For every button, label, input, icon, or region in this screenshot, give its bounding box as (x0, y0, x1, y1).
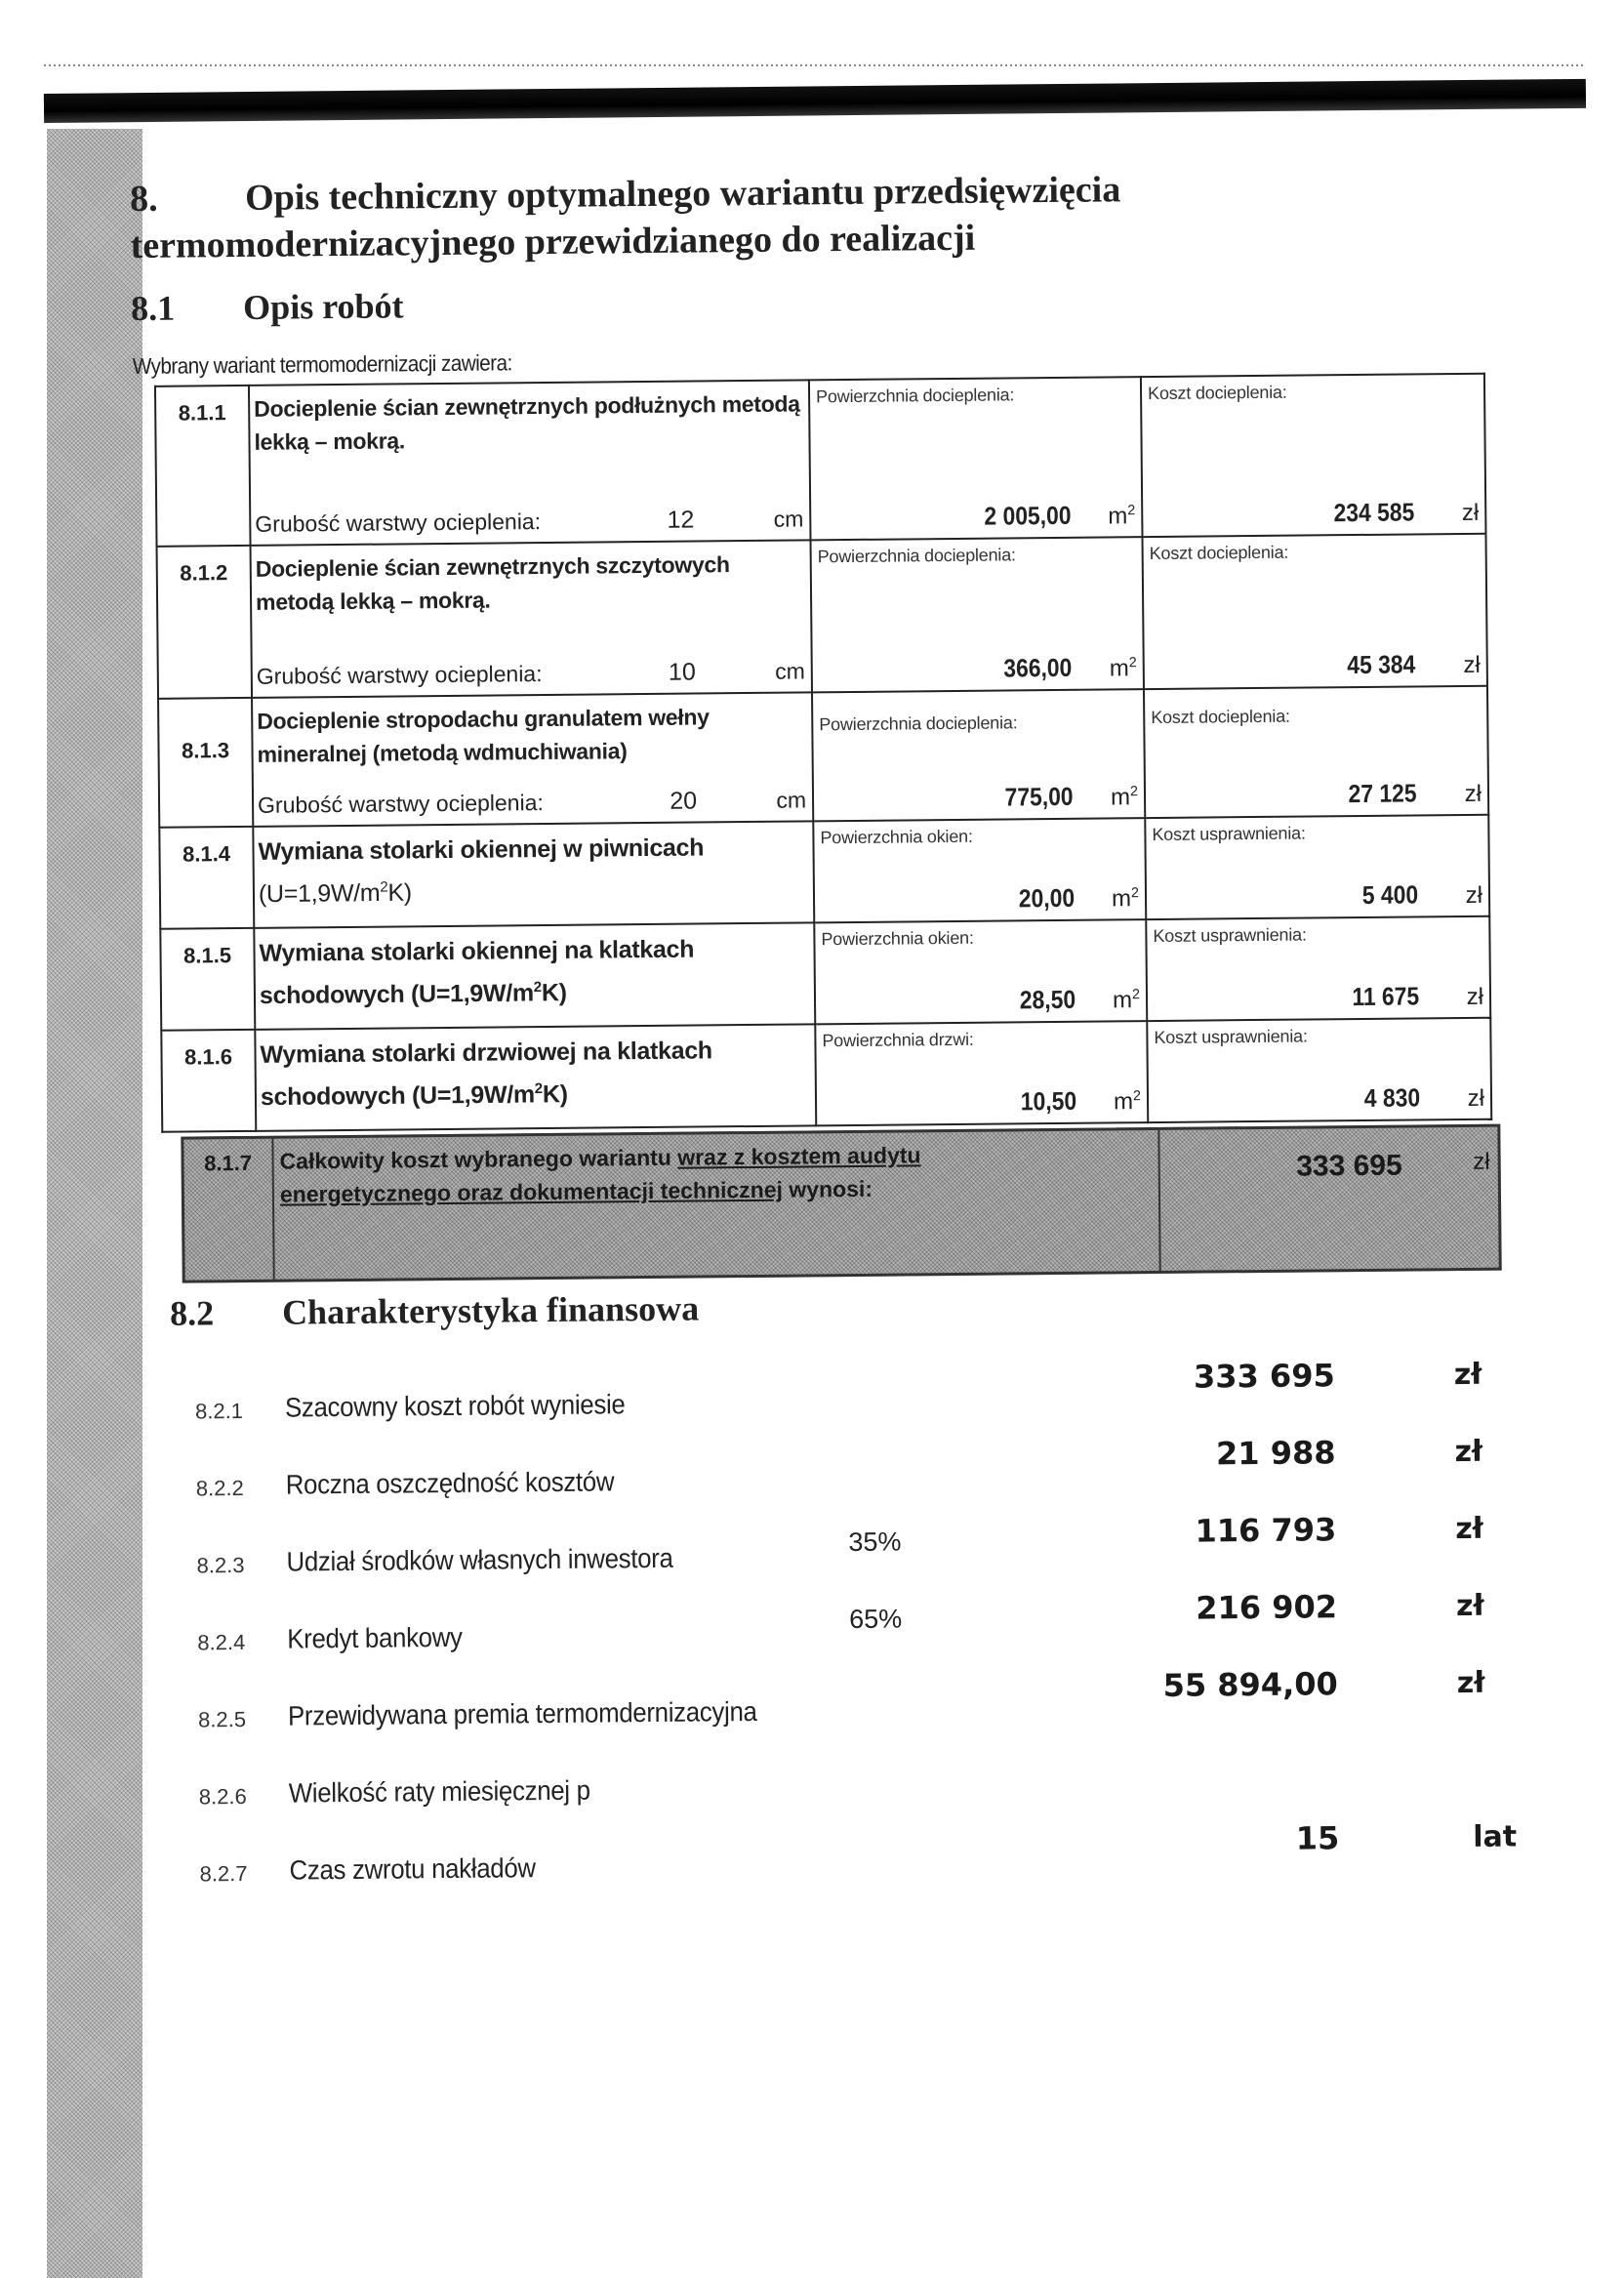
thickness-label: Grubość warstwy ocieplenia: (257, 790, 544, 818)
cost-cell (1145, 815, 1489, 919)
thickness-unit: cm (773, 506, 804, 532)
cost-label: Koszt usprawnienia: (1154, 1026, 1308, 1048)
thickness-value: 12 (667, 506, 695, 534)
item-value: 15 (1295, 1819, 1340, 1857)
thickness-value: 20 (670, 787, 698, 815)
section-intro: Wybrany wariant termomodernizacji zawiera: (132, 349, 512, 380)
section-heading-8-1 (131, 285, 404, 329)
row-description-cell (252, 692, 813, 827)
row-description: Docieplenie ścian zewnętrznych podłużnych metodą lekką – mokrą. (254, 390, 800, 455)
item-label: Udział środków własnych inwestora (286, 1542, 673, 1577)
item-code: 8.2.7 (199, 1860, 248, 1887)
area-unit: $m^2$ (1112, 987, 1141, 1014)
chapter-heading (130, 164, 1351, 269)
item-value: 116 793 (1195, 1511, 1337, 1550)
row-code: 8.1.3 (158, 698, 253, 828)
item-label: Roczna oszczędność kosztów (285, 1466, 615, 1500)
item-value: 333 695 (1193, 1357, 1335, 1396)
cost-unit: zł (1465, 881, 1483, 909)
row-description: Wymiana stolarki okiennej w piwnicach (258, 834, 705, 866)
works-table (154, 373, 1492, 1133)
item-value: 55 894,00 (1162, 1665, 1338, 1704)
thickness-label: Grubość warstwy ocieplenia: (256, 661, 543, 689)
item-unit: lat (1473, 1819, 1518, 1854)
total-cost-row (181, 1124, 1501, 1283)
cost-label: Koszt docieplenia: (1151, 706, 1290, 728)
cost-unit: zł (1463, 651, 1481, 678)
item-label: Wielkość raty miesięcznej p (288, 1774, 590, 1809)
item-unit: zł (1455, 1511, 1484, 1547)
cost-label: Koszt usprawnienia: (1153, 924, 1307, 947)
total-unit: zł (1473, 1148, 1490, 1175)
area-label: Powierzchnia okien: (820, 826, 973, 848)
item-label: Kredyt bankowy (287, 1621, 463, 1654)
row-description-cell (254, 922, 815, 1030)
list-item (194, 1357, 1543, 1452)
total-value: 333 695 (1296, 1149, 1402, 1183)
row-code: 8.1.4 (159, 827, 254, 929)
item-unit: zł (1453, 1357, 1482, 1393)
area-cell (809, 377, 1143, 540)
cost-unit: zł (1466, 983, 1484, 1010)
cost-value: 4 830 (1363, 1082, 1421, 1113)
table-row (158, 686, 1488, 828)
cost-unit: zł (1467, 1084, 1485, 1112)
cost-value: 234 585 (1333, 497, 1415, 528)
area-cell (813, 818, 1146, 922)
section-heading-8-2 (170, 1288, 699, 1334)
area-value: 28,50 (1019, 984, 1076, 1015)
cost-cell (1141, 374, 1486, 537)
financial-list (194, 1357, 1547, 1915)
list-item (195, 1434, 1543, 1529)
row-description: Docieplenie ścian zewnętrznych szczytowych metodą lekką – mokrą. (255, 551, 730, 615)
cost-value: 5 400 (1361, 879, 1419, 910)
item-percent: 35% (848, 1526, 902, 1558)
row-description: Wymiana stolarki drzwiowej na klatkach (260, 1037, 712, 1069)
area-value: 775,00 (1004, 781, 1075, 812)
list-item (197, 1665, 1546, 1761)
area-unit: $m^2$ (1110, 784, 1139, 811)
area-label: Powierzchnia docieplenia: (817, 545, 1016, 567)
table-row (157, 534, 1487, 699)
area-value: 20,00 (1018, 882, 1076, 914)
cost-label: Koszt docieplenia: (1149, 542, 1289, 564)
item-label: Przewidywana premia termomdernizacyjna (287, 1695, 757, 1731)
section-number: 8.2 (169, 1293, 215, 1333)
item-label: Szacowny koszt robót wyniesie (284, 1389, 626, 1423)
area-value: 2 005,00 (984, 500, 1072, 531)
row-description: Docieplenie stropodachu granulatem wełny mineralnej (metodą wdmuchiwania) (257, 704, 710, 767)
section-number: 8.1 (131, 288, 176, 329)
item-percent: 65% (848, 1604, 903, 1635)
table-row (161, 1018, 1491, 1132)
section-title: Opis robót (242, 286, 404, 327)
chapter-number: 8. (129, 178, 158, 221)
total-value-cell (1159, 1127, 1498, 1271)
list-item (198, 1748, 1546, 1838)
total-code: 8.1.7 (183, 1139, 274, 1281)
item-code: 8.2.5 (197, 1706, 247, 1732)
item-value: 21 988 (1215, 1434, 1336, 1473)
row-description-cell (255, 1024, 816, 1131)
row-description: Wymiana stolarki okiennej na klatkach (259, 935, 695, 967)
area-label: Powierzchnia okien: (821, 927, 974, 950)
item-label: Czas zwrotu nakładów (289, 1852, 536, 1886)
thickness-line (254, 786, 812, 825)
list-item (197, 1588, 1545, 1684)
area-value: 366,00 (1003, 652, 1073, 683)
cost-label: Koszt usprawnienia: (1152, 823, 1306, 845)
area-unit: $m^2$ (1108, 503, 1136, 530)
row-code: 8.1.6 (161, 1030, 256, 1132)
area-unit: $m^2$ (1113, 1088, 1142, 1116)
area-unit: $m^2$ (1111, 885, 1140, 913)
cost-cell (1146, 916, 1490, 1021)
row-code: 8.1.1 (155, 386, 251, 547)
total-description: Całkowity koszt wybranego wariantu wraz z kosztem audytu energetycznego oraz dokumentacji technicznej wynosi: (273, 1130, 1160, 1280)
area-cell (811, 537, 1144, 692)
thickness-line (253, 657, 811, 696)
area-label: Powierzchnia drzwi: (822, 1029, 974, 1051)
row-code: 8.1.5 (160, 928, 255, 1031)
cost-value: 11 675 (1352, 981, 1420, 1012)
cost-value: 27 125 (1348, 778, 1418, 809)
u-value-line: schodowych $(U=1,9W/m^2K)$ (259, 979, 567, 1010)
cost-value: 45 384 (1347, 649, 1416, 680)
list-item (196, 1511, 1544, 1607)
area-cell (812, 689, 1145, 821)
table-row (160, 916, 1490, 1031)
thickness-unit: cm (774, 658, 805, 684)
table-row (159, 815, 1489, 929)
chapter-title: Opis techniczny optymalnego wariantu przedsięwzięcia termomodernizacyjnego przewidzianego do realizacji (130, 169, 1121, 267)
thickness-value: 10 (668, 658, 696, 686)
cost-cell (1147, 1018, 1491, 1122)
item-code: 8.2.3 (196, 1552, 245, 1578)
item-code: 8.2.6 (198, 1783, 247, 1810)
item-code: 8.2.2 (195, 1475, 244, 1501)
item-unit: zł (1456, 1665, 1485, 1701)
area-unit: $m^2$ (1109, 655, 1137, 682)
section-title: Charakterystyka finansowa (281, 1288, 700, 1332)
item-code: 8.2.1 (194, 1399, 244, 1424)
thickness-line (251, 505, 809, 544)
u-value-line: $(U=1,9W/m^2K)$ (258, 878, 412, 909)
list-item (199, 1819, 1547, 1915)
area-cell (814, 919, 1147, 1024)
area-label: Powierzchnia docieplenia: (819, 712, 1018, 735)
row-description-cell (249, 380, 811, 546)
item-unit: zł (1454, 1434, 1483, 1470)
cost-cell (1144, 686, 1488, 818)
cost-unit: zł (1461, 499, 1480, 526)
thickness-label: Grubość warstwy ocieplenia: (255, 508, 542, 537)
cost-cell (1142, 534, 1486, 689)
u-value-line: schodowych $(U=1,9W/m^2K)$ (260, 1080, 568, 1112)
area-label: Powierzchnia docieplenia: (815, 385, 1015, 407)
cost-unit: zł (1464, 780, 1482, 807)
item-unit: zł (1455, 1588, 1484, 1624)
item-value: 216 902 (1196, 1588, 1338, 1627)
cost-label: Koszt docieplenia: (1147, 382, 1287, 404)
table-row (155, 374, 1486, 547)
area-cell (815, 1021, 1148, 1125)
row-code: 8.1.2 (157, 546, 252, 699)
item-code: 8.2.4 (197, 1629, 246, 1655)
area-value: 10,50 (1020, 1085, 1077, 1117)
row-description-cell (251, 540, 812, 698)
thickness-unit: cm (776, 787, 807, 813)
row-description-cell (253, 821, 814, 928)
